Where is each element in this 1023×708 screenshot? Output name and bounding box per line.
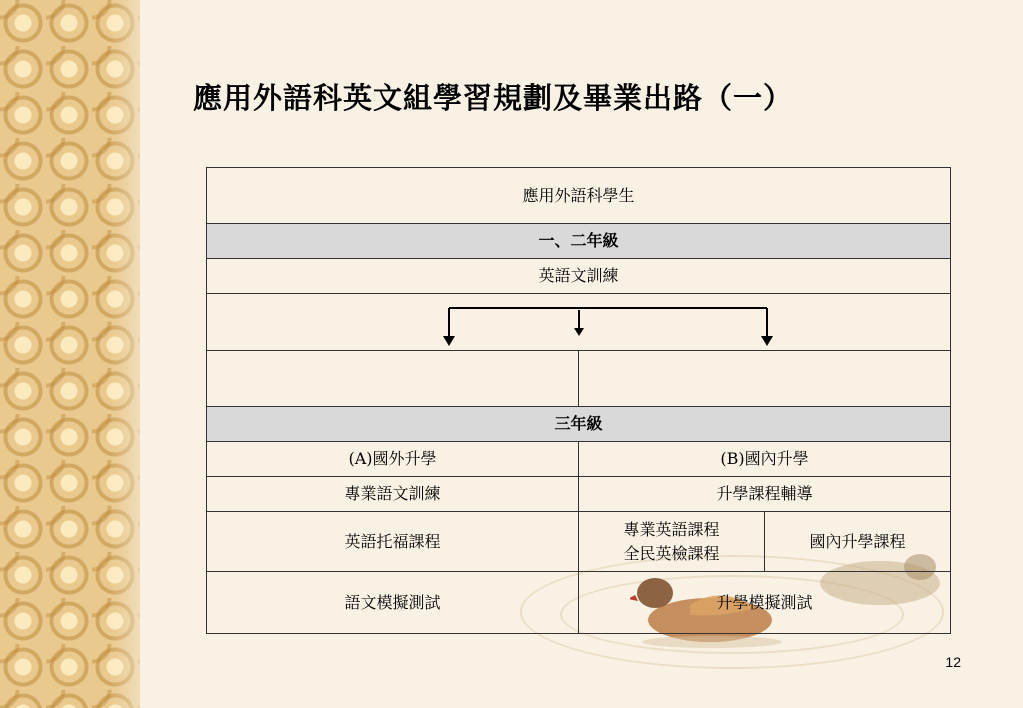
cell-domestic-course: 國內升學課程 xyxy=(765,512,951,572)
empty-cell-left xyxy=(207,351,579,407)
cell-professional-courses xyxy=(579,512,765,572)
branch-arrows-cell xyxy=(207,294,951,351)
cell-language-training: 專業語文訓練 xyxy=(207,477,579,512)
cell-students: 應用外語科學生 xyxy=(207,168,951,224)
gept-course: 全民英檢課程 xyxy=(623,543,720,563)
background-fade xyxy=(110,0,170,708)
professional-english-course: 專業英語課程 xyxy=(623,519,720,539)
page-number: 12 xyxy=(945,654,961,670)
cell-toefl-course: 英語托福課程 xyxy=(207,512,579,572)
branch-arrows xyxy=(207,294,951,350)
study-plan-table xyxy=(206,167,951,634)
header-year-3: 三年級 xyxy=(207,407,951,442)
cell-english-training: 英語文訓練 xyxy=(207,259,951,294)
cell-domestic-study: (B)國內升學 xyxy=(579,442,951,477)
empty-cell-right xyxy=(579,351,951,407)
cell-language-mock-test: 語文模擬測試 xyxy=(207,572,579,634)
slide-title: 應用外語科英文組學習規劃及畢業出路（一） xyxy=(193,81,794,115)
cell-abroad-study: (A)國外升學 xyxy=(207,442,579,477)
header-years-1-2: 一、二年級 xyxy=(207,224,951,259)
cell-exam-mock-test: 升學模擬測試 xyxy=(579,572,951,634)
cell-exam-guidance: 升學課程輔導 xyxy=(579,477,951,512)
